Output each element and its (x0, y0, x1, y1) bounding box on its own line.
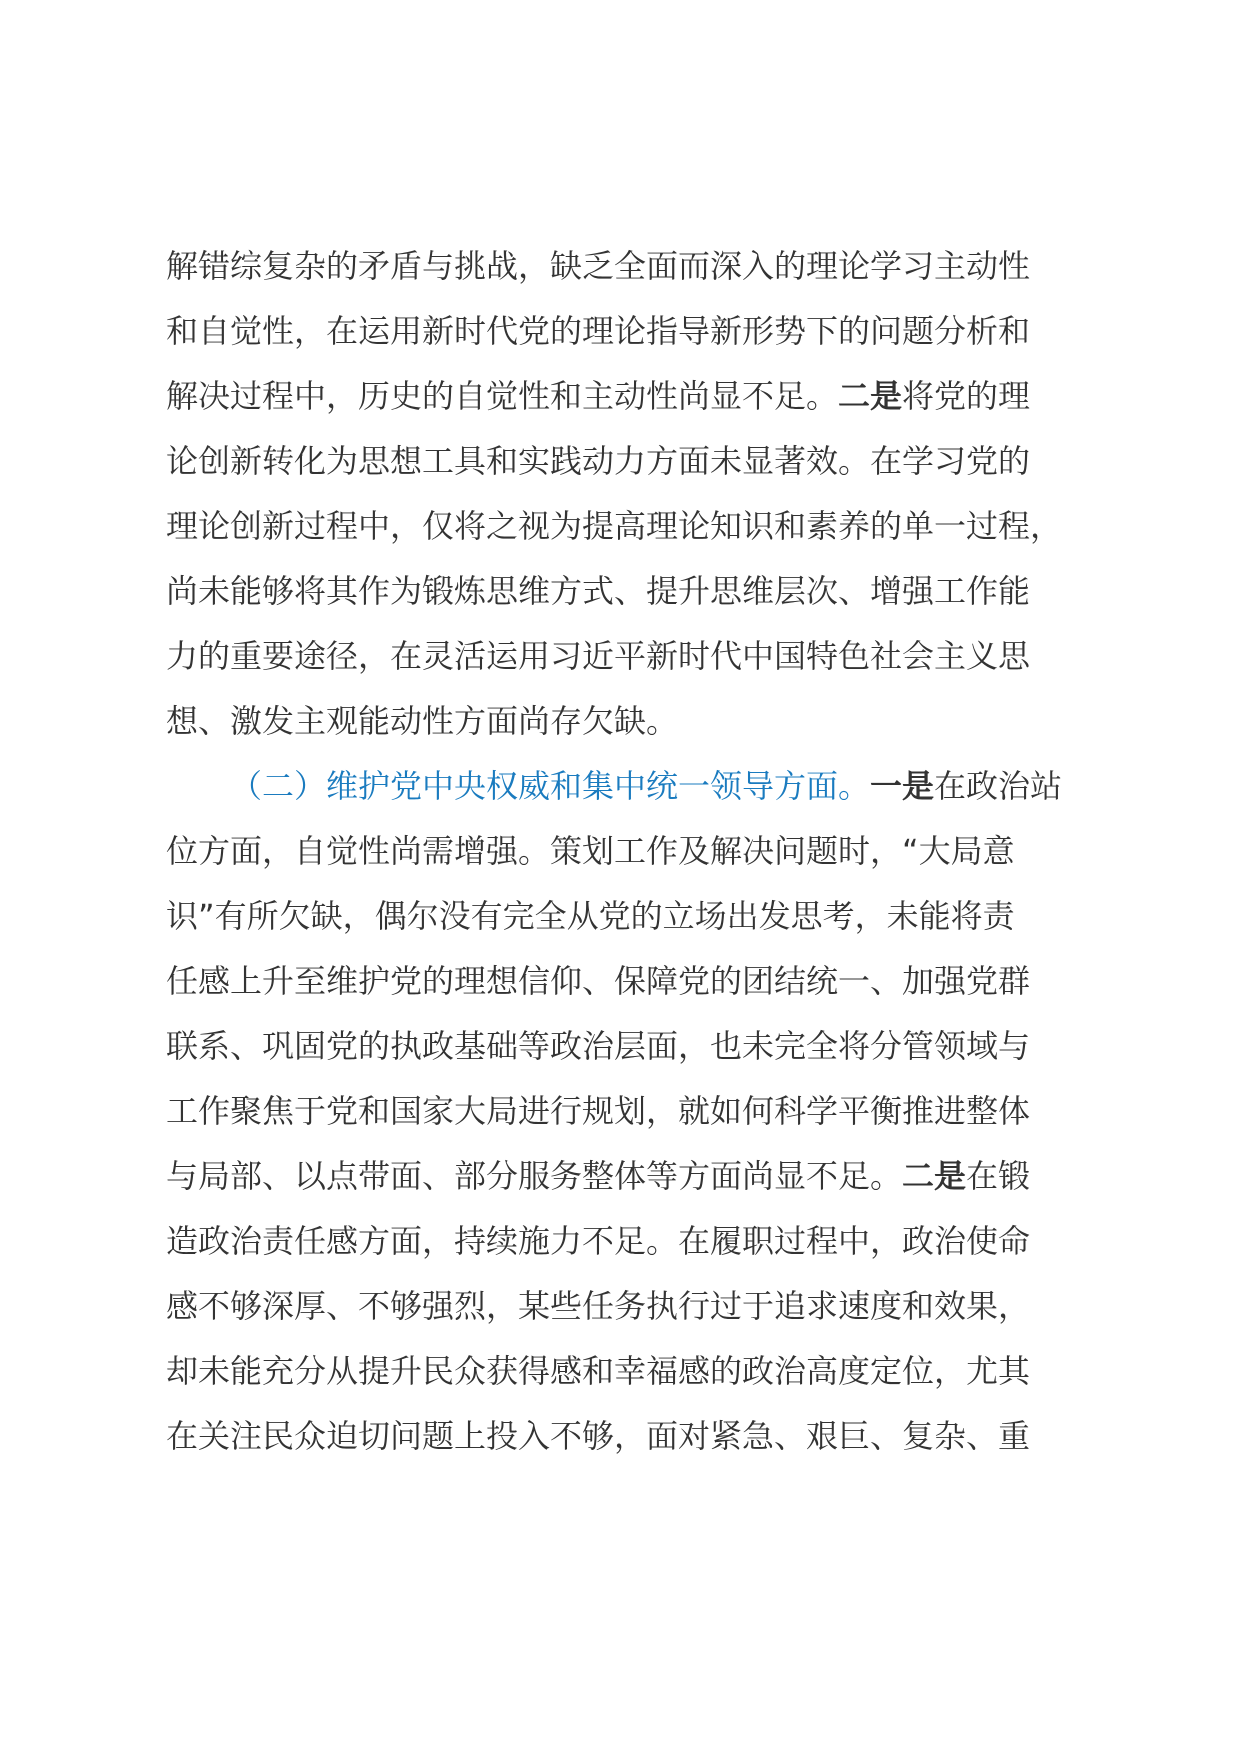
text-line: 识”有所欠缺，偶尔没有完全从党的立场出发思考，未能将责 (166, 897, 1015, 935)
section-heading: （二）维护党中央权威和集中统一领导方面。 (230, 767, 871, 805)
text-run: 在锻 (966, 1157, 1031, 1195)
text-line: 尚未能够将其作为锻炼思维方式、提升思维层次、增强工作能 (166, 572, 1031, 610)
text-run: 在政治站 (934, 767, 1063, 805)
text-line: 力的重要途径，在灵活运用习近平新时代中国特色社会主义思 (166, 637, 1031, 675)
text-line: 造政治责任感方面，持续施力不足。在履职过程中，政治使命 (166, 1222, 1031, 1260)
point-label-two: 二是 (838, 377, 903, 415)
text-line: 和自觉性，在运用新时代党的理论指导新形势下的问题分析和 (166, 312, 1031, 350)
section-heading-line (166, 754, 1086, 819)
point-label-one: 一是 (870, 767, 935, 805)
text-line (166, 1144, 1086, 1209)
text-line: 论创新转化为思想工具和实践动力方面未显著效。在学习党的 (166, 442, 1031, 480)
point-label-two: 二是 (902, 1157, 967, 1195)
text-line: 却未能充分从提升民众获得感和幸福感的政治高度定位，尤其 (166, 1352, 1031, 1390)
text-line: 任感上升至维护党的理想信仰、保障党的团结统一、加强党群 (166, 962, 1031, 1000)
text-line: 在关注民众迫切问题上投入不够，面对紧急、艰巨、复杂、重 (166, 1417, 1031, 1455)
text-line: 工作聚焦于党和国家大局进行规划，就如何科学平衡推进整体 (166, 1092, 1031, 1130)
text-line: 联系、巩固党的执政基础等政治层面，也未完全将分管领域与 (166, 1027, 1031, 1065)
text-line (166, 364, 1086, 429)
text-line: 位方面，自觉性尚需增强。策划工作及解决问题时，“大局意 (166, 832, 1015, 870)
text-run: 与局部、以点带面、部分服务整体等方面尚显不足。 (166, 1157, 903, 1195)
text-line: 感不够深厚、不够强烈，某些任务执行过于追求速度和效果， (166, 1287, 1031, 1325)
document-body (166, 234, 1086, 1469)
text-line: 理论创新过程中，仅将之视为提高理论知识和素养的单一过程， (166, 507, 1063, 545)
text-line: 想、激发主观能动性方面尚存欠缺。 (166, 702, 679, 740)
text-line: 解错综复杂的矛盾与挑战，缺乏全面而深入的理论学习主动性 (166, 247, 1031, 285)
text-run: 将党的理 (902, 377, 1031, 415)
text-run: 解决过程中，历史的自觉性和主动性尚显不足。 (166, 377, 839, 415)
